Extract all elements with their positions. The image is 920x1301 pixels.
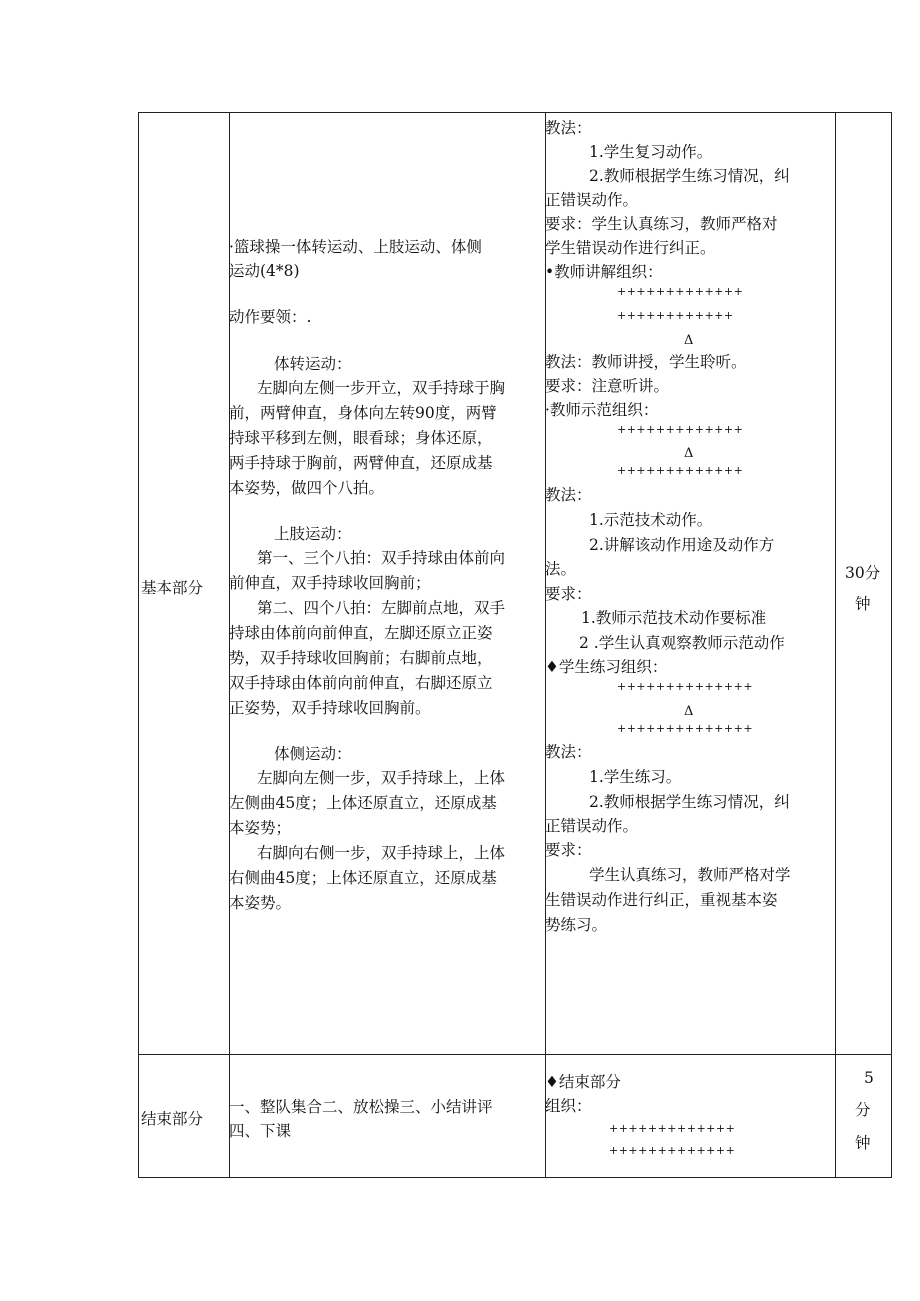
method-item: 2.教师根据学生练习情况，纠 <box>589 793 790 811</box>
content-line: 第二、四个八拍：左脚前点地，双手 <box>257 599 506 617</box>
method-text: 教法：教师讲授，学生聆听。 <box>545 353 747 371</box>
closing-content: 四、下课 <box>229 1122 292 1140</box>
closing-content: 一、整队集合二、放松操三、小结讲评 <box>229 1098 493 1116</box>
teacher-position-marker: Δ <box>684 704 694 719</box>
subsection-title: 上肢运动： <box>274 525 352 543</box>
requirement-text: 生错误动作进行纠正，重视基本姿 <box>545 891 778 909</box>
formation-row: ++++++++++++ <box>617 309 734 322</box>
content-line: 左脚向左侧一步，双手持球上，上体 <box>257 769 506 787</box>
subsection-title: 体转运动： <box>274 355 352 373</box>
content-line: 持球平移到左侧，眼看球；身体还原， <box>229 429 493 447</box>
content-line: 右侧曲45度；上体还原直立，还原成基 <box>229 869 497 887</box>
content-line: 本姿势。 <box>229 894 292 912</box>
content-line: 势，双手持球收回胸前；右脚前点地， <box>229 649 493 667</box>
teacher-position-marker: Δ <box>684 446 694 461</box>
section-name-closing: 结束部分 <box>141 1110 204 1128</box>
requirement-text: 学生错误动作进行纠正。 <box>545 239 716 257</box>
requirement-text: 势练习。 <box>545 916 608 934</box>
content-heading: 运动(4*8) <box>229 262 300 280</box>
section-name-basic: 基本部分 <box>141 579 204 597</box>
content-line: 持球由体前向前伸直，左脚还原立正姿 <box>229 624 493 642</box>
content-line: 右脚向右侧一步，双手持球上，上体 <box>257 844 506 862</box>
formation-row: +++++++++++++ <box>609 1144 736 1157</box>
essentials-label: 动作要领：. <box>229 308 312 326</box>
organization-title: ♦学生练习组织： <box>545 658 668 676</box>
method-item: 正错误动作。 <box>545 191 639 209</box>
requirement-text: 要求：学生认真练习，教师严格对 <box>545 215 778 233</box>
requirement-item: 2 .学生认真观察教师示范动作 <box>579 634 785 652</box>
requirement-item: 1.教师示范技术动作要标准 <box>581 609 767 627</box>
duration-value: 5 <box>864 1069 874 1087</box>
organization-title: •教师讲解组织： <box>545 263 663 281</box>
requirement-label: 要求： <box>545 585 592 603</box>
subsection-title: 体侧运动： <box>274 745 352 763</box>
organization-title: ·教师示范组织： <box>545 401 659 419</box>
content-line: 左侧曲45度；上体还原直立，还原成基 <box>229 794 497 812</box>
method-item: 2.讲解该动作用途及动作方 <box>589 536 775 554</box>
method-item: 法。 <box>545 560 577 578</box>
method-item: 1.学生练习。 <box>589 768 682 786</box>
method-item: 1.示范技术动作。 <box>589 511 713 529</box>
method-item: 2.教师根据学生练习情况，纠 <box>589 167 790 185</box>
closing-organization-label: 组织： <box>545 1097 592 1115</box>
content-heading: ·篮球操一体转运动、上肢运动、体侧 <box>229 238 482 256</box>
method-item: 正错误动作。 <box>545 817 639 835</box>
requirement-text: 要求：注意听讲。 <box>545 377 670 395</box>
duration-value: 30分 <box>845 564 881 582</box>
formation-row: +++++++++++++ <box>617 423 744 436</box>
content-line: 正姿势，双手持球收回胸前。 <box>229 699 431 717</box>
duration-unit: 钟 <box>855 595 871 613</box>
teacher-position-marker: Δ <box>684 333 694 348</box>
method-label: 教法： <box>545 486 592 504</box>
method-label: 教法： <box>545 119 592 137</box>
duration-unit: 钟 <box>855 1134 871 1152</box>
content-line: 前伸直，双手持球收回胸前； <box>229 574 431 592</box>
requirement-label: 要求： <box>545 841 592 859</box>
formation-row: +++++++++++++ <box>617 464 744 477</box>
content-line: 两手持球于胸前，两臂伸直，还原成基 <box>229 454 493 472</box>
requirement-text: 学生认真练习，教师严格对学 <box>589 866 791 884</box>
formation-row: ++++++++++++++ <box>617 680 754 693</box>
content-line: 第一、三个八拍：双手持球由体前向 <box>257 549 506 567</box>
column-divider <box>835 113 836 1177</box>
method-item: 1.学生复习动作。 <box>589 143 713 161</box>
closing-method-title: ♦结束部分 <box>545 1073 621 1091</box>
row-divider <box>139 1054 891 1055</box>
content-line: 双手持球由体前向前伸直，右脚还原立 <box>229 674 493 692</box>
content-line: 左脚向左侧一步开立，双手持球于胸 <box>257 379 506 397</box>
formation-row: +++++++++++++ <box>617 285 744 298</box>
content-line: 前，两臂伸直，身体向左转90度，两臂 <box>229 404 497 422</box>
content-line: 本姿势； <box>229 819 292 837</box>
content-line: 本姿势，做四个八拍。 <box>229 479 385 497</box>
formation-row: +++++++++++++ <box>609 1122 736 1135</box>
duration-unit: 分 <box>855 1101 871 1119</box>
formation-row: ++++++++++++++ <box>617 722 754 735</box>
method-label: 教法： <box>545 743 592 761</box>
